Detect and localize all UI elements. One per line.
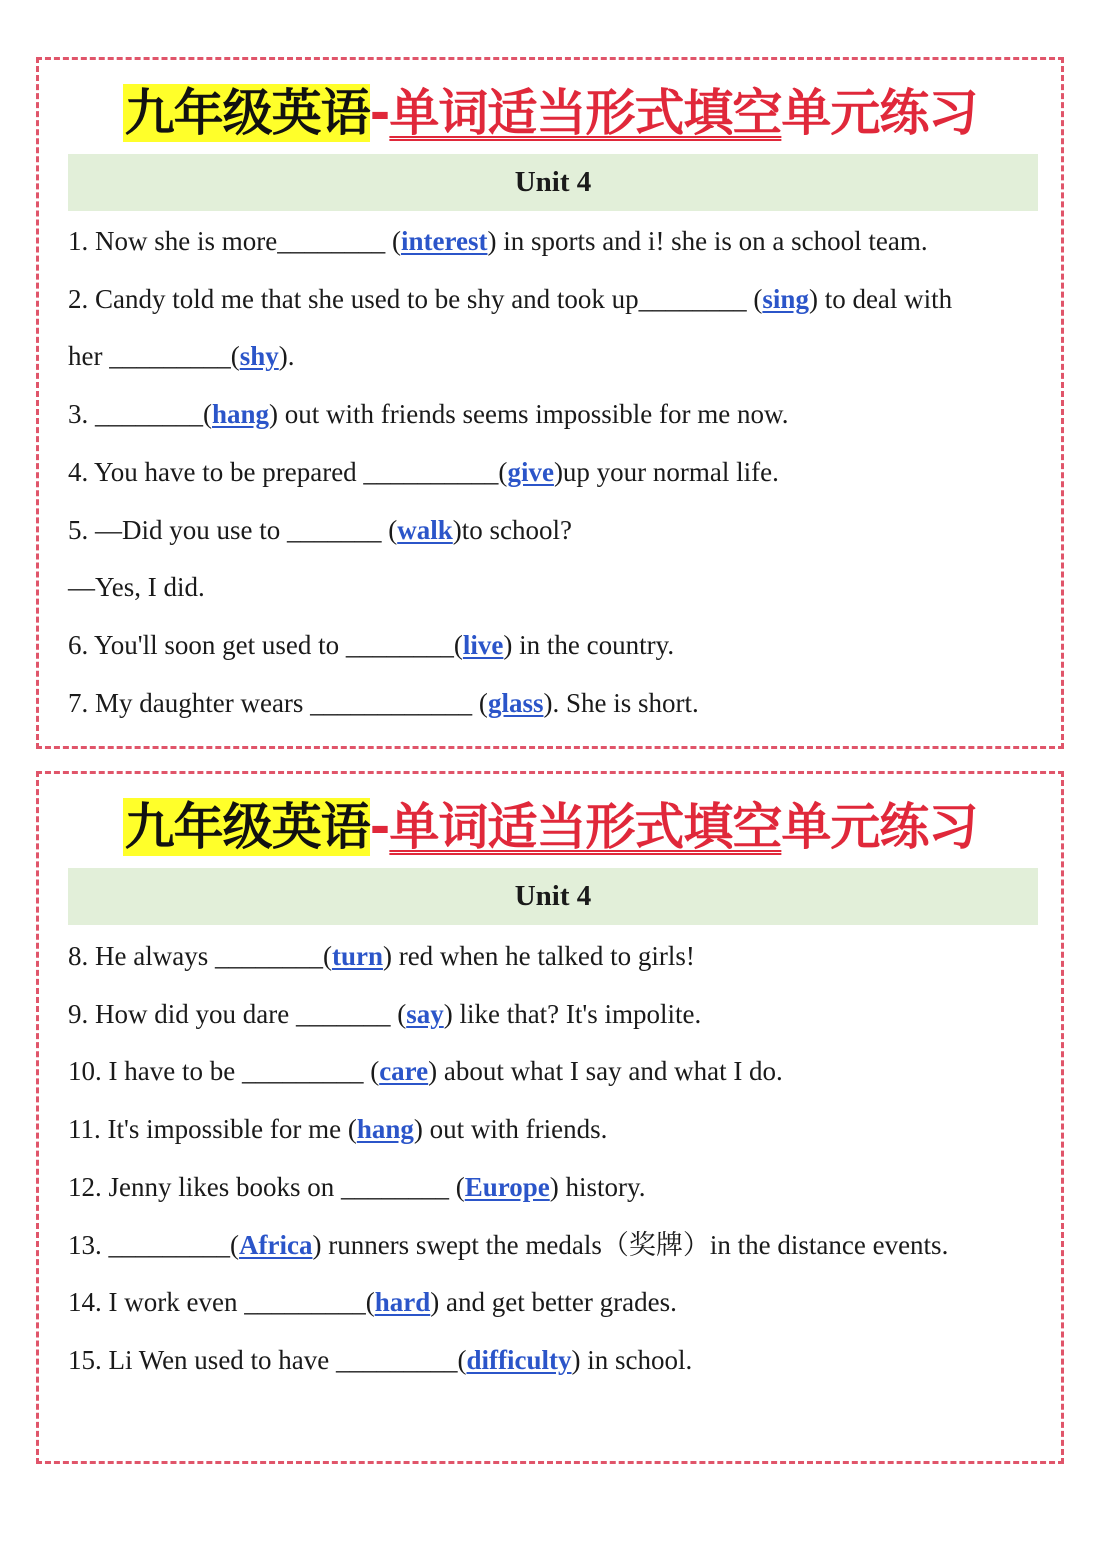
- question-item: [68, 938, 1048, 974]
- title-highlight: 九年级英语: [124, 84, 370, 142]
- question-item: [68, 1342, 1048, 1378]
- question-item: [68, 685, 1048, 721]
- answer-word: hang: [212, 399, 270, 429]
- worksheet-section-1: [36, 57, 1064, 749]
- question-text: ) red when he talked to girls!: [382, 941, 695, 971]
- answer-word: sing: [762, 284, 809, 314]
- question-text: )up your normal life.: [553, 457, 779, 487]
- question-text: ) history.: [549, 1172, 646, 1202]
- question-text: 3. ________(: [68, 399, 212, 429]
- answer-word: hard: [374, 1287, 431, 1317]
- answer-word: walk: [397, 515, 453, 545]
- worksheet-section-2: [36, 771, 1064, 1464]
- question-item: [68, 1284, 1048, 1320]
- question-text: 6. You'll soon get used to ________(: [68, 630, 463, 660]
- question-item: [68, 1227, 1048, 1263]
- question-item: [68, 1169, 1048, 1205]
- question-text: 8. He always ________(: [68, 941, 332, 971]
- question-item: [68, 338, 1048, 374]
- question-text: 14. I work even _________(: [68, 1287, 375, 1317]
- question-text: ) runners swept the medals（奖牌）in the distance events.: [312, 1230, 949, 1260]
- question-text: 5. —Did you use to _______ (: [68, 515, 398, 545]
- question-text: ) in sports and i! she is on a school team.: [487, 226, 928, 256]
- question-text: ) out with friends seems impossible for me now.: [269, 399, 789, 429]
- answer-word: say: [406, 999, 444, 1029]
- title-dash: -: [369, 798, 390, 856]
- question-text: ) like that? It's impolite.: [443, 999, 702, 1029]
- answer-word: Africa: [239, 1230, 313, 1260]
- question-text: 15. Li Wen used to have _________(: [68, 1345, 467, 1375]
- title-highlight: 九年级英语: [124, 798, 370, 856]
- answer-word: turn: [331, 941, 383, 971]
- title-red-suffix: 单元练习: [781, 84, 978, 142]
- question-text: ) in school.: [571, 1345, 693, 1375]
- section-title: [39, 78, 1061, 148]
- question-item: [68, 281, 1048, 317]
- question-text: ) out with friends.: [413, 1114, 608, 1144]
- answer-word: live: [462, 630, 504, 660]
- answer-word: difficulty: [466, 1345, 572, 1375]
- answer-word: interest: [400, 226, 488, 256]
- title-red-suffix: 单元练习: [781, 798, 978, 856]
- question-text: ) and get better grades.: [430, 1287, 677, 1317]
- answer-word: shy: [239, 341, 279, 371]
- question-text: 7. My daughter wears ____________ (: [68, 688, 488, 718]
- answer-word: Europe: [464, 1172, 550, 1202]
- question-item: [68, 996, 1048, 1032]
- question-text: 13. _________(: [68, 1230, 239, 1260]
- question-text: ) to deal with: [808, 284, 953, 314]
- question-text: 4. You have to be prepared __________(: [68, 457, 508, 487]
- question-text: ) about what I say and what I do.: [428, 1056, 783, 1086]
- answer-word: glass: [487, 688, 544, 718]
- question-text: 1. Now she is more________ (: [68, 226, 401, 256]
- question-item: [68, 454, 1048, 490]
- question-text: 10. I have to be _________ (: [68, 1056, 380, 1086]
- answer-word: give: [507, 457, 554, 487]
- question-text: 12. Jenny likes books on ________ (: [68, 1172, 465, 1202]
- question-item: [68, 223, 1048, 259]
- question-text: ). She is short.: [543, 688, 699, 718]
- answer-word: care: [379, 1056, 429, 1086]
- answer-word: hang: [356, 1114, 414, 1144]
- question-text: 11. It's impossible for me (: [68, 1114, 357, 1144]
- section-title: [39, 792, 1061, 862]
- question-text: —Yes, I did.: [68, 572, 205, 602]
- question-text: her _________(: [68, 341, 240, 371]
- question-item: [68, 627, 1048, 663]
- question-item: [68, 1111, 1048, 1147]
- title-red: 单词适当形式填空: [389, 84, 782, 142]
- question-text: 2. Candy told me that she used to be shy and took up________ (: [68, 284, 763, 314]
- question-text: ).: [278, 341, 295, 371]
- unit-heading: Unit 4: [68, 868, 1038, 925]
- question-text: ) in the country.: [503, 630, 675, 660]
- title-red: 单词适当形式填空: [389, 798, 782, 856]
- answer-line: [68, 569, 1048, 605]
- question-item: [68, 396, 1048, 432]
- question-item: [68, 512, 1048, 548]
- question-text: )to school?: [452, 515, 572, 545]
- unit-heading: Unit 4: [68, 154, 1038, 211]
- question-item: [68, 1053, 1048, 1089]
- question-text: 9. How did you dare _______ (: [68, 999, 407, 1029]
- title-dash: -: [369, 84, 390, 142]
